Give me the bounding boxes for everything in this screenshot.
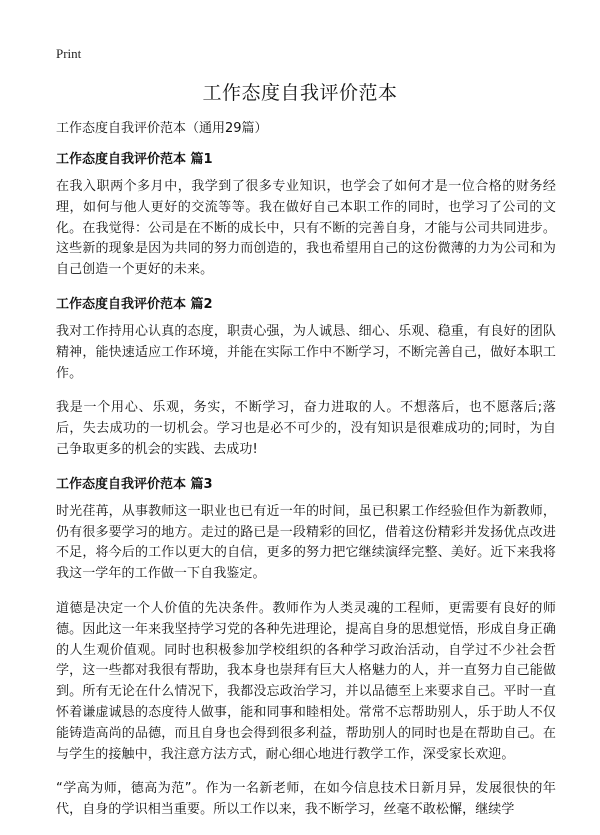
section-3 <box>56 475 556 821</box>
section-1 <box>56 150 556 281</box>
paragraph: 在我入职两个多月中，我学到了很多专业知识，也学会了如何才是一位合格的财务经理，如何与他人更好的交流等等。我在做好自己本职工作的同时，也学习了公司的文化。在我觉得：公司是在不断的成长中，只有不断的完善自身，才能与公司共同进步。这些新的现象是因为共同的努力而创造的，我也希望用自己的这份微薄的力为公司和为自己创造一个更好的未来。 <box>56 179 556 278</box>
section-heading: 工作态度自我评价范本 篇2 <box>56 296 213 312</box>
section-2 <box>56 295 556 461</box>
document-body <box>56 119 556 835</box>
document-title: 工作态度自我评价范本 <box>202 82 398 104</box>
print-label[interactable]: Print <box>56 46 82 61</box>
paragraph: “学高为师，德高为范”。作为一名新老师，在如今信息技术日新月异，发展很快的年代，自身的学识相当重要。所以工作以来，我不断学习，丝毫不敢松懈，继续学 <box>56 781 556 818</box>
paragraph: 我是一个用心、乐观，务实，不断学习，奋力进取的人。不想落后，也不愿落后;落后，失去成功的一切机会。学习也是必不可少的，没有知识是很难成功的;同时，为自己争取更多的机会的实践、去成功! <box>56 400 556 457</box>
paragraph: 时光荏苒，从事教师这一职业也已有近一年的时间，虽已积累工作经验但作为新教师，仍有很多要学习的地方。走过的路已是一段精彩的回忆，借着这份精彩并发扬优点改进不足，将今后的工作以更大的自信，更多的努力把它继续演绎完整、美好。近下来我将我这一学年的工作做一下自我鉴定。 <box>56 503 556 582</box>
paragraph: 道德是决定一个人价值的先决条件。教师作为人类灵魂的工程师，更需要有良好的师德。因此这一年来我坚持学习党的各种先进理论，提高自身的思想觉悟，形成自身正确的人生观价值观。同时也积极参加学校组织的各种学习政治活动，自学过不少社会哲学，这一些都对我很有帮助，我本身也崇拜有巨大人格魅力的人，并一直努力自己能做到。所有无论在什么情况下，我都没忘政治学习，并以品德至上来要求自己。平时一直怀着谦虚诚恳的态度待人做事，能和同事和睦相处。常常不忘帮助别人，乐于助人不仅能铸造高尚的品德，而且自身也会得到很多利益，帮助别人的同时也是在帮助自己。在与学生的接触中，我注意方法方式，耐心细心地进行教学工作，深受家长欢迎。 <box>56 600 556 762</box>
document-subtitle: 工作态度自我评价范本（通用29篇） <box>56 121 268 136</box>
section-heading: 工作态度自我评价范本 篇3 <box>56 476 213 492</box>
paragraph: 我对工作持用心认真的态度，职责心强，为人诚恳、细心、乐观、稳重，有良好的团队精神，能快速适应工作环境，并能在实际工作中不断学习，不断完善自己，做好本职工作。 <box>56 323 556 381</box>
section-heading: 工作态度自我评价范本 篇1 <box>56 152 213 167</box>
